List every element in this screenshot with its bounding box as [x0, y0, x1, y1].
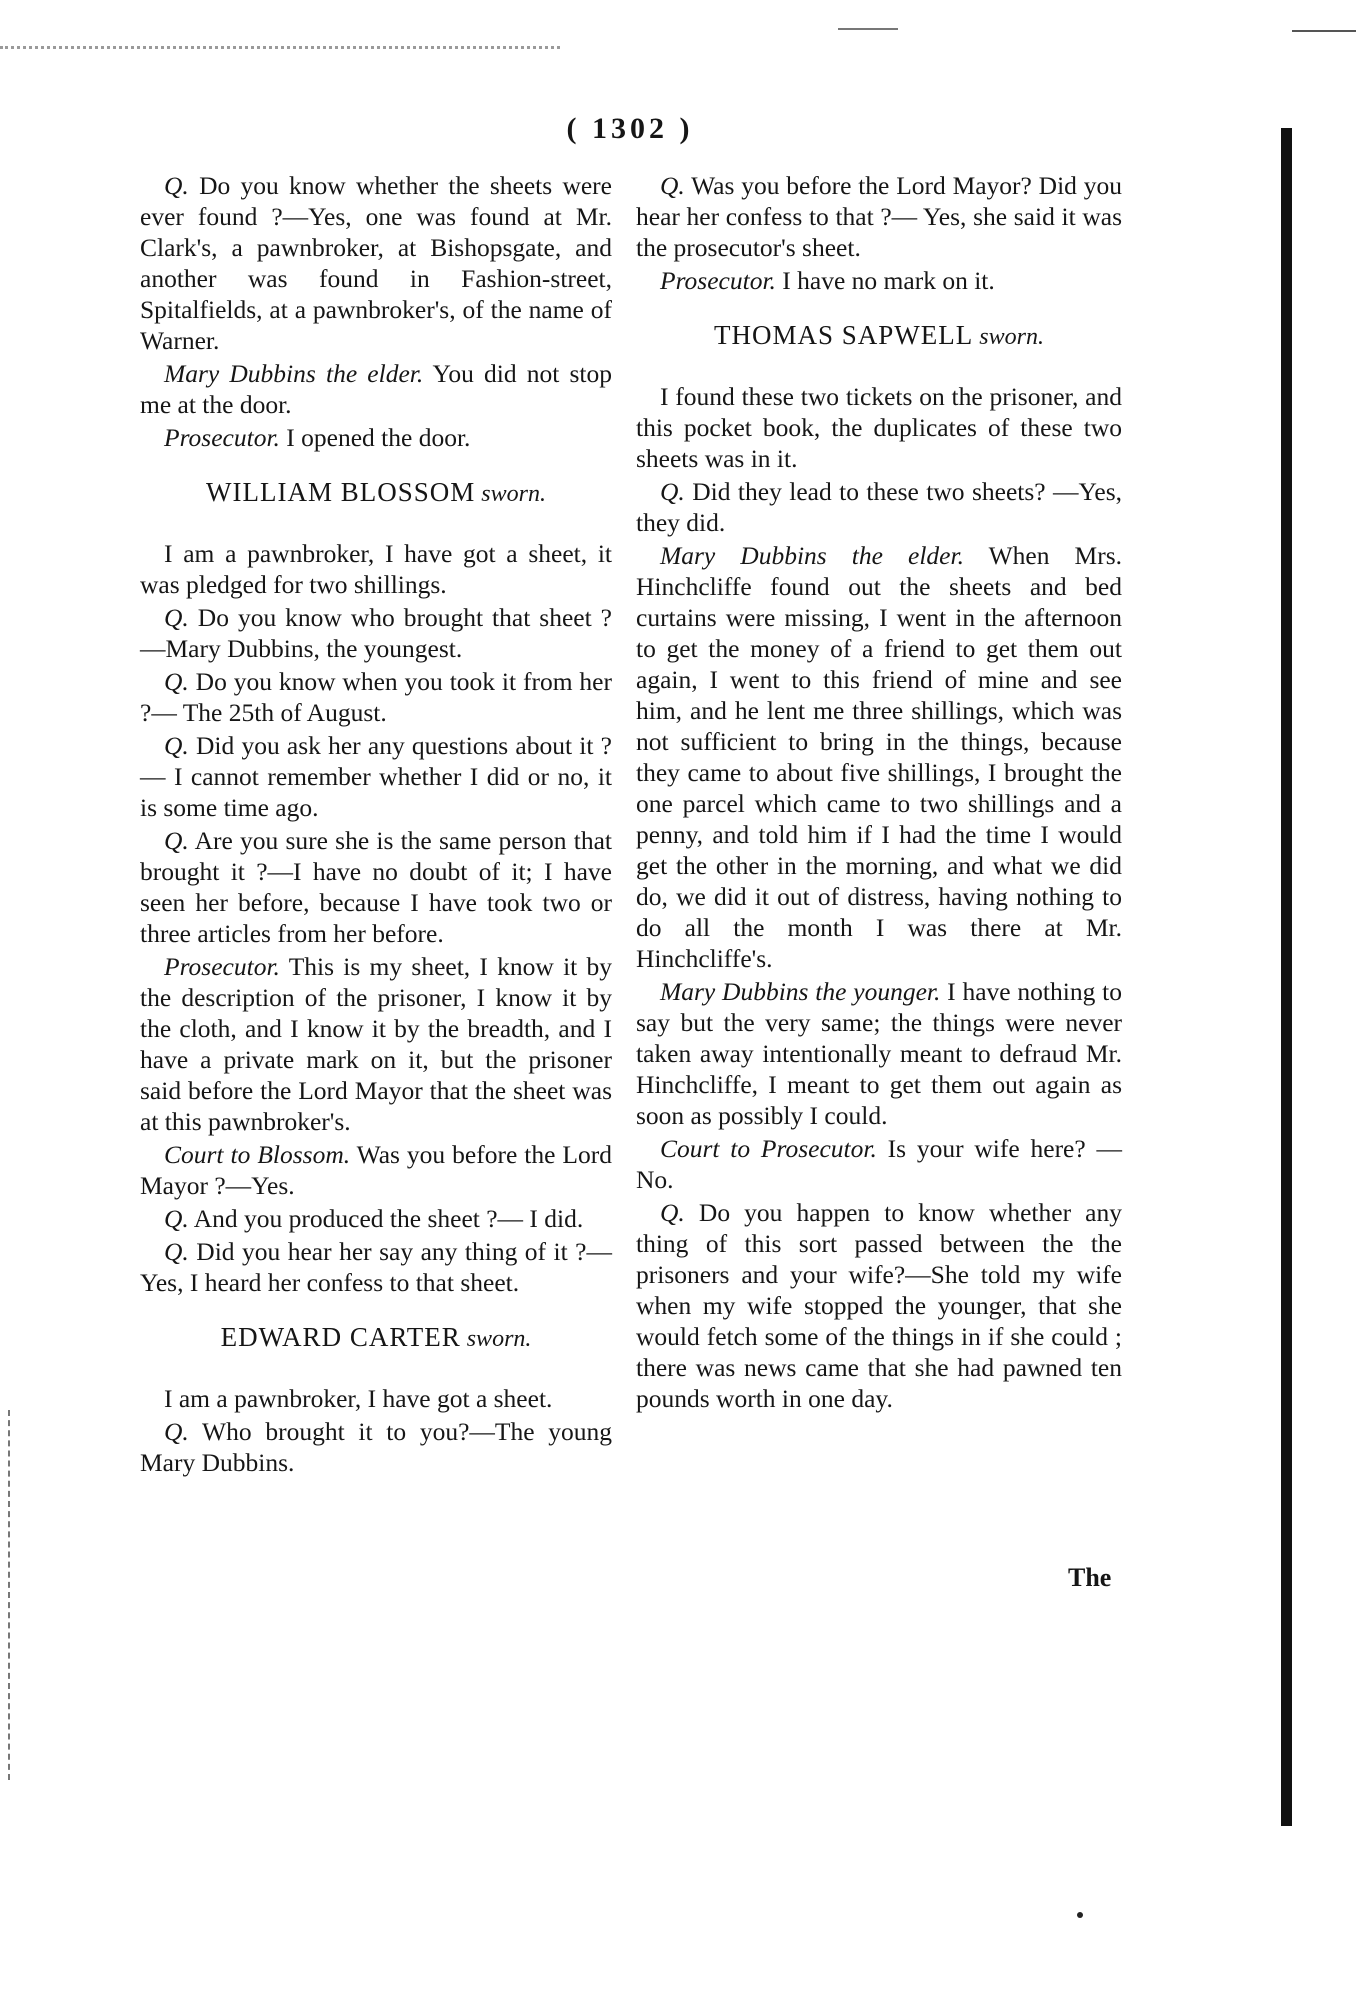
speaker-label: Prosecutor. [164, 423, 280, 452]
speaker-label: Q. [660, 1198, 685, 1227]
speaker-label: Q. [164, 731, 189, 760]
ink-speck [1077, 1912, 1083, 1918]
corner-rule [1292, 30, 1356, 32]
witness-heading [636, 320, 1122, 353]
witness-name: WILLIAM BLOSSOM [206, 477, 476, 507]
testimony-text: When Mrs. Hinchcliffe found out the sheets and bed curtains were missing, I went in the afternoon to get the money of a friend to get them out again, I went to this friend of mine and see him, and he lent me three shillings, which was not sufficient to bring in the things, because they came to about five shillings, I brought the one parcel which came to two shillings and a penny, and told him if I had the time I would get the other in the morning, and what we did do, we did it out of distress, having nothing to do all the month I was there at Mr. Hinchcliffe's. [636, 541, 1122, 973]
testimony-paragraph [636, 1133, 1122, 1195]
testimony-text: Did they lead to these two sheets? —Yes, they did. [636, 477, 1122, 537]
top-edge-mark [838, 28, 898, 30]
speaker-label: Mary Dubbins the elder. [660, 541, 964, 570]
testimony-paragraph [140, 422, 612, 453]
testimony-text: You did not stop me at the door. [140, 359, 612, 419]
speaker-label: Q. [660, 477, 685, 506]
testimony-paragraph [636, 540, 1122, 974]
page-number: ( 1302 ) [566, 112, 694, 145]
sworn-label: sworn. [460, 1326, 532, 1352]
testimony-paragraph [636, 381, 1122, 474]
speaker-label: Prosecutor. [660, 266, 776, 295]
testimony-text: Did you hear her say any thing of it ?— Yes, I heard her confess to that sheet. [140, 1237, 612, 1297]
speaker-label: Mary Dubbins the elder. [164, 359, 424, 388]
witness-name: EDWARD CARTER [220, 1322, 461, 1352]
speaker-label: Q. [164, 1417, 189, 1446]
speaker-label: Prosecutor. [164, 952, 280, 981]
sworn-label: sworn. [475, 481, 546, 507]
speaker-label: Q. [164, 826, 189, 855]
testimony-paragraph [140, 1236, 612, 1298]
testimony-text: I have nothing to say but the very same; the things were never taken away intentionally meant to defraud Mr. Hinchcliffe, I meant to get them out again as soon as possibly I could. [636, 977, 1122, 1130]
catchword: The [1068, 1563, 1112, 1592]
speaker-label: Q. [164, 1204, 189, 1233]
speaker-label: Court to Blossom. [164, 1140, 351, 1169]
testimony-paragraph [636, 976, 1122, 1131]
testimony-text: Was you before the Lord Mayor ?—Yes. [140, 1140, 612, 1200]
testimony-paragraph [140, 602, 612, 664]
testimony-text: Who brought it to you?—The young Mary Dubbins. [140, 1417, 612, 1477]
witness-heading [140, 1322, 612, 1355]
testimony-paragraph [140, 1416, 612, 1478]
testimony-text: Do you happen to know whether any thing of this sort passed between the the prisoners and your wife?—She told my wife when my wife stopped the younger, that she would fetch some of the things in if she could ; there was news came that she had pawned ten pounds worth in one day. [636, 1198, 1122, 1413]
testimony-paragraph [636, 476, 1122, 538]
testimony-text: Do you know who brought that sheet ?—Mary Dubbins, the youngest. [140, 603, 612, 663]
speaker-label: Q. [164, 603, 189, 632]
testimony-text: I have no mark on it. [775, 266, 995, 295]
witness-heading [140, 477, 612, 510]
speaker-label: Mary Dubbins the younger. [660, 977, 941, 1006]
testimony-paragraph [140, 1383, 612, 1414]
testimony-paragraph [140, 170, 612, 356]
testimony-text: I am a pawnbroker, I have got a sheet, it was pledged for two shillings. [140, 539, 612, 599]
testimony-paragraph [636, 265, 1122, 296]
witness-name: THOMAS SAPWELL [714, 320, 974, 350]
testimony-text: I am a pawnbroker, I have got a sheet. [164, 1384, 553, 1413]
testimony-paragraph [140, 730, 612, 823]
testimony-text: Did you ask her any questions about it ?— I cannot remember whether I did or no, it is some time ago. [140, 731, 612, 822]
testimony-text: Are you sure she is the same person that brought it ?—I have no doubt of it; I have seen her before, because I have took two or three articles from her before. [140, 826, 612, 948]
speaker-label: Q. [660, 171, 685, 200]
testimony-text: Was you before the Lord Mayor? Did you hear her confess to that ?— Yes, she said it was the prosecutor's sheet. [636, 171, 1122, 262]
speaker-label: Court to Prosecutor. [660, 1134, 877, 1163]
top-edge-noise [0, 46, 560, 49]
testimony-text: This is my sheet, I know it by the description of the prisoner, I know it by the cloth, and I know it by the breadth, and I have a private mark on it, but the prisoner said before the Lord Mayor that the sheet was at this pawnbroker's. [140, 952, 612, 1136]
left-column [140, 170, 612, 1480]
speaker-label: Q. [164, 1237, 189, 1266]
testimony-paragraph [140, 358, 612, 420]
testimony-text: I found these two tickets on the prisoner, and this pocket book, the duplicates of these two sheets was in it. [636, 382, 1122, 473]
testimony-paragraph [140, 538, 612, 600]
right-margin-rule [1281, 128, 1292, 1826]
testimony-paragraph [140, 1203, 612, 1234]
testimony-paragraph [140, 666, 612, 728]
testimony-paragraph [636, 1197, 1122, 1414]
sworn-label: sworn. [973, 324, 1044, 350]
left-edge-mark [8, 1410, 13, 1780]
testimony-text: Do you know whether the sheets were ever found ?—Yes, one was found at Mr. Clark's, a pawnbroker, at Bishopsgate, and another was found in Fashion-street, Spitalfields, at a pawnbroker's, of the name of Warner. [140, 171, 612, 355]
testimony-paragraph [636, 170, 1122, 263]
testimony-paragraph [140, 825, 612, 949]
testimony-text: Is your wife here? — No. [636, 1134, 1122, 1194]
testimony-paragraph [140, 1139, 612, 1201]
right-column [636, 170, 1122, 1416]
speaker-label: Q. [164, 171, 189, 200]
testimony-paragraph [140, 951, 612, 1137]
testimony-text: And you produced the sheet ?— I did. [188, 1204, 584, 1233]
testimony-text: Do you know when you took it from her ?— The 25th of August. [140, 667, 612, 727]
speaker-label: Q. [164, 667, 189, 696]
testimony-text: I opened the door. [279, 423, 471, 452]
